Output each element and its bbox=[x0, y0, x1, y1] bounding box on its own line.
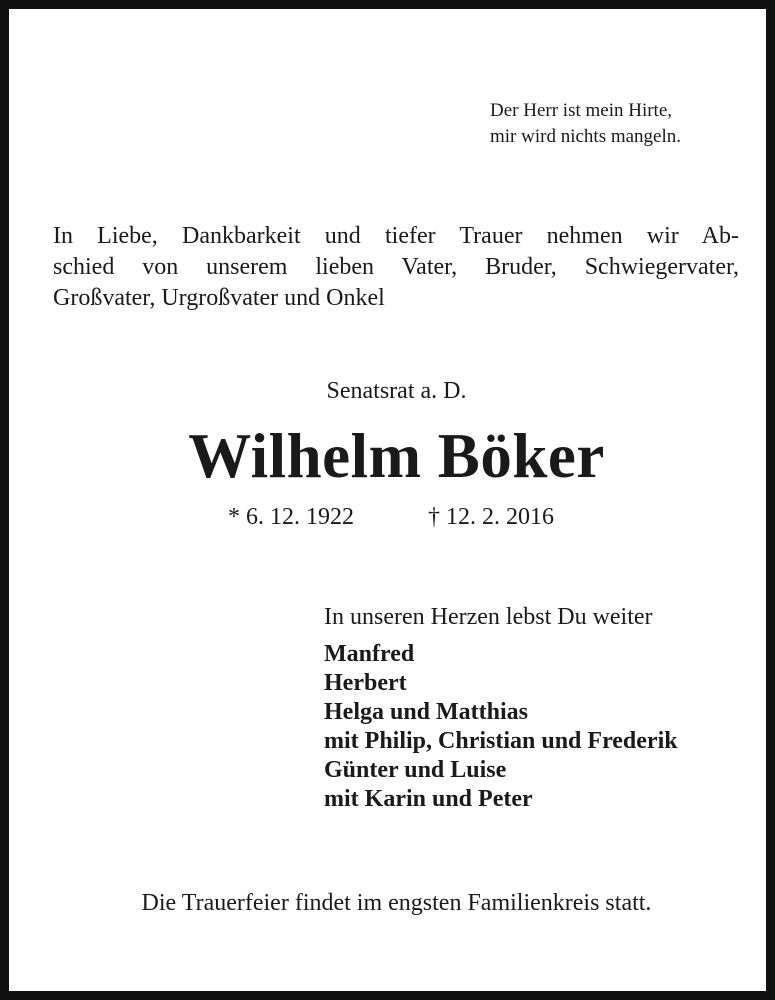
mourner-name: Herbert bbox=[324, 670, 407, 696]
intro-line-1: In Liebe, Dankbarkeit und tiefer Trauer nehmen wir Ab- bbox=[53, 223, 739, 249]
intro-line-3: Großvater, Urgroßvater und Onkel bbox=[53, 285, 385, 311]
deceased-name: Wilhelm Böker bbox=[188, 421, 605, 491]
death-date: † 12. 2. 2016 bbox=[428, 504, 554, 530]
intro-line-2: schied von unserem lieben Vater, Bruder, Schwiegervater, bbox=[53, 254, 739, 280]
deceased-title: Senatsrat a. D. bbox=[326, 378, 467, 404]
verse-line-2: mir wird nichts mangeln. bbox=[490, 126, 682, 147]
funeral-note: Die Trauerfeier findet im engsten Familienkreis statt. bbox=[141, 890, 652, 916]
mourners-heading: In unseren Herzen lebst Du weiter bbox=[324, 604, 653, 630]
mourners-list bbox=[324, 640, 678, 814]
verse-line-1: Der Herr ist mein Hirte, bbox=[490, 100, 673, 121]
mourner-name: Helga und Matthias bbox=[324, 699, 529, 725]
bible-verse bbox=[490, 98, 750, 150]
intro-text bbox=[53, 221, 739, 314]
mourner-name: Manfred bbox=[324, 641, 415, 667]
mourner-name: mit Philip, Christian und Frederik bbox=[324, 728, 678, 754]
birth-date: * 6. 12. 1922 bbox=[228, 504, 354, 530]
mourner-name: mit Karin und Peter bbox=[324, 786, 533, 812]
mourner-name: Günter und Luise bbox=[324, 757, 507, 783]
